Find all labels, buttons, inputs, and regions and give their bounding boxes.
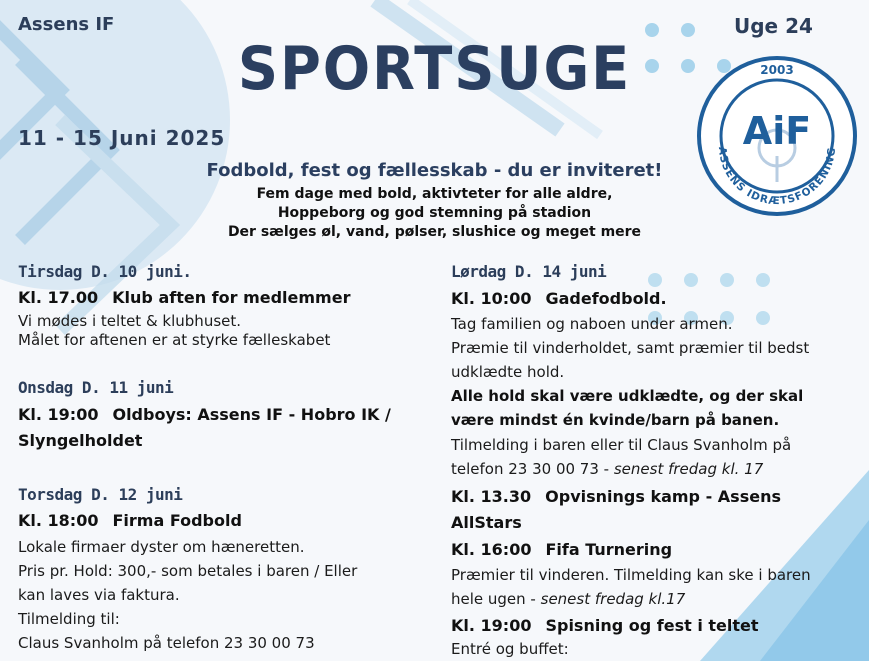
event-name: Firma Fodbold: [112, 511, 242, 530]
event-tue-1: [18, 288, 350, 307]
event-name: Spisning og fest i teltet: [545, 616, 759, 635]
sat-line-4: Tilmelding i baren eller til Claus Svanholm på: [451, 436, 792, 454]
event-sat-3: [451, 540, 672, 559]
club-logo: [697, 56, 857, 216]
sat-line-7: [451, 590, 685, 608]
subtitle-line-3: Der sælges øl, vand, pølser, slushice og meget mere: [227, 224, 642, 240]
event-name: Oldboys: Assens IF - Hobro IK /: [112, 405, 391, 424]
subtitle-line-2: Hoppeborg og god stemning på stadion: [277, 205, 592, 221]
tue-line-1: Vi mødes i teltet & klubhuset.: [18, 312, 242, 330]
event-dates: 11 - 15 Juni 2025: [18, 126, 226, 150]
event-time: Kl. 19:00: [451, 616, 532, 635]
thu-line-3: kan laves via faktura.: [18, 586, 180, 604]
event-time: Kl. 18:00: [18, 511, 99, 530]
sat-line-6: Præmier til vinderen. Tilmelding kan ske i baren: [451, 566, 811, 584]
event-time: Kl. 10:00: [451, 289, 532, 308]
logo-ring-text: ASSENS IDRÆTSFORENING: [715, 146, 839, 208]
week-label: Uge 24: [734, 14, 813, 38]
day-saturday: Lørdag D. 14 juni: [451, 262, 607, 281]
thu-line-5: Claus Svanholm på telefon 23 30 00 73: [18, 634, 315, 652]
sat-line-5: [451, 460, 763, 478]
event-wed-1-cont: Slyngelholdet: [18, 431, 143, 450]
tagline: Fodbold, fest og fællesskab - du er inviteret!: [206, 160, 663, 181]
day-wednesday: Onsdag D. 11 juni: [18, 378, 174, 397]
event-name: Gadefodbold.: [545, 289, 667, 308]
page-title: SPORTSUGE: [237, 34, 632, 104]
sat-deadline-1: senest fredag kl. 17: [613, 460, 764, 478]
thu-line-4: Tilmelding til:: [18, 610, 120, 628]
event-time: Kl. 13.30: [451, 487, 532, 506]
logo-letters: AiF: [742, 109, 812, 153]
event-name: Fifa Turnering: [545, 540, 673, 559]
event-time: Kl. 19:00: [18, 405, 99, 424]
event-sat-2-cont: AllStars: [451, 513, 522, 532]
event-sat-4: [451, 616, 759, 635]
event-name: Klub aften for medlemmer: [112, 288, 351, 307]
event-sat-1: [451, 289, 667, 308]
event-wed-1: [18, 405, 391, 424]
sat-line-3: udklædte hold.: [451, 363, 565, 381]
sat-line-1: Tag familien og naboen under armen.: [451, 315, 733, 333]
thu-line-2: Pris pr. Hold: 300,- som betales i baren / Eller: [18, 562, 358, 580]
club-name: Assens IF: [18, 14, 115, 35]
sat-line-5-a: telefon 23 30 00 73 -: [451, 460, 614, 478]
event-time: Kl. 17.00: [18, 288, 99, 307]
sat-line-8: Entré og buffet:: [451, 640, 569, 658]
thu-line-1: Lokale firmaer dyster om hæneretten.: [18, 538, 305, 556]
sat-line-2: Præmie til vinderholdet, samt præmier til bedst: [451, 339, 810, 357]
subtitle-line-1: Fem dage med bold, aktivteter for alle aldre,: [256, 186, 613, 202]
sat-bold-1: Alle hold skal være udklædte, og der skal: [451, 387, 804, 405]
event-time: Kl. 16:00: [451, 540, 532, 559]
logo-year: 2003: [760, 63, 794, 77]
event-sat-2: [451, 487, 781, 506]
sat-bold-2: være mindst én kvinde/barn på banen.: [451, 411, 780, 429]
event-name: Opvisnings kamp - Assens: [545, 487, 781, 506]
sat-line-7-a: hele ugen -: [451, 590, 541, 608]
tue-line-2: Målet for aftenen er at styrke fælleskabet: [18, 331, 331, 349]
event-thu-1: [18, 511, 242, 530]
sat-deadline-2: senest fredag kl.17: [540, 590, 686, 608]
day-tuesday: Tirsdag D. 10 juni.: [18, 262, 192, 281]
day-thursday: Torsdag D. 12 juni: [18, 485, 183, 504]
